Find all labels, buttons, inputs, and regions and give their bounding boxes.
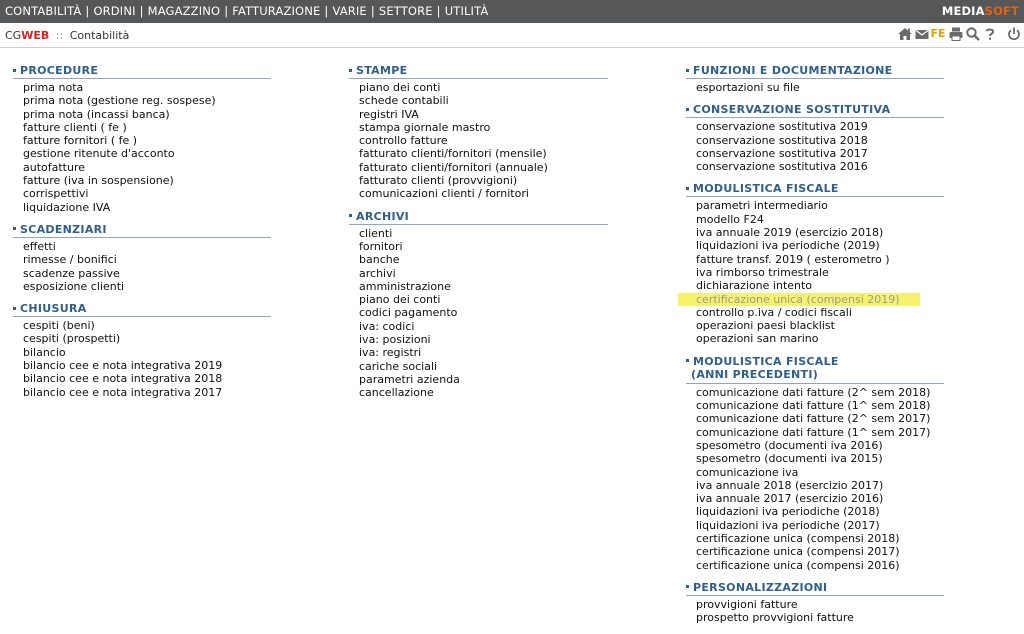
menu-contabilita[interactable]: CONTABILITÀ xyxy=(5,4,82,18)
section-archivi xyxy=(349,210,608,400)
menu-settore[interactable]: SETTORE xyxy=(378,4,433,18)
menu-link[interactable]: comunicazione dati fatture (2^ sem 2017) xyxy=(696,412,931,426)
app-name-part1: CG xyxy=(5,29,22,42)
menu-link[interactable]: liquidazioni iva periodiche (2019) xyxy=(696,239,880,253)
section-conservazione-sostitutiva xyxy=(686,103,944,173)
menu-link[interactable]: comunicazione dati fatture (2^ sem 2018) xyxy=(696,385,931,399)
section-scadenziari xyxy=(13,223,271,293)
bullet-square-icon xyxy=(686,359,689,362)
brand-part2: SOFT xyxy=(984,4,1019,18)
menu-link[interactable]: liquidazioni iva periodiche (2018) xyxy=(696,505,880,519)
menu-link[interactable]: effetti xyxy=(23,239,56,253)
section-chiusura xyxy=(13,302,271,399)
bullet-square-icon xyxy=(13,307,16,310)
section-links xyxy=(13,240,271,293)
bullet-square-icon xyxy=(686,187,689,190)
menu-link[interactable]: fatturato clienti (provvigioni) xyxy=(359,174,518,188)
menu-link[interactable]: fatturato clienti/fornitori (annuale) xyxy=(359,160,548,174)
menu-link[interactable]: schede contabili xyxy=(359,94,449,108)
menu-link[interactable]: conservazione sostitutiva 2017 xyxy=(696,146,868,160)
bullet-square-icon xyxy=(13,69,16,72)
section-title: MODULISTICA FISCALE (ANNI PRECEDENTI) xyxy=(686,355,861,382)
section-title: SCADENZIARI xyxy=(13,223,271,238)
menu-link[interactable]: comunicazione dati fatture (1^ sem 2018) xyxy=(696,399,931,413)
menu-separator: | xyxy=(224,4,229,18)
bullet-square-icon xyxy=(13,227,16,230)
menu-link[interactable]: rimesse / bonifici xyxy=(23,253,117,267)
menu-link[interactable]: iva rimborso trimestrale xyxy=(696,265,829,279)
menu-link[interactable]: prima nota (gestione reg. sospese) xyxy=(23,94,216,108)
menu-link[interactable]: spesometro (documenti iva 2016) xyxy=(696,438,883,452)
menu-link[interactable]: conservazione sostitutiva 2016 xyxy=(696,160,868,174)
menu-varie[interactable]: VARIE xyxy=(332,4,367,18)
menu-link[interactable]: cancellazione xyxy=(359,386,434,400)
menu-link[interactable]: controllo p.iva / codici fiscali xyxy=(696,305,852,319)
section-title-underline xyxy=(686,383,944,384)
section-title: MODULISTICA FISCALE xyxy=(686,182,944,197)
menu-link[interactable]: gestione ritenute d'acconto xyxy=(23,147,175,161)
mail-icon[interactable] xyxy=(914,26,930,42)
menu-link[interactable]: iva annuale 2019 (esercizio 2018) xyxy=(696,226,884,240)
menu-separator: | xyxy=(139,4,144,18)
menu-link[interactable]: prospetto provvigioni fatture xyxy=(696,611,854,625)
section-title: PROCEDURE xyxy=(13,64,271,79)
menu-separator: | xyxy=(324,4,329,18)
menu-link[interactable]: archivi xyxy=(359,266,396,280)
section-title: PERSONALIZZAZIONI xyxy=(686,581,944,596)
section-links xyxy=(13,319,271,399)
section-links xyxy=(349,227,608,400)
menu-link[interactable]: bilancio cee e nota integrativa 2019 xyxy=(23,359,223,373)
bullet-square-icon xyxy=(686,585,689,588)
sub-header xyxy=(0,23,1024,48)
menu-link[interactable]: bilancio cee e nota integrativa 2017 xyxy=(23,385,223,399)
menu-ordini[interactable]: ORDINI xyxy=(93,4,136,18)
menu-link[interactable]: comunicazioni clienti / fornitori xyxy=(359,187,529,201)
bullet-square-icon xyxy=(686,69,689,72)
menu-link[interactable]: iva annuale 2018 (esercizio 2017) xyxy=(696,478,884,492)
menu-link[interactable]: liquidazione IVA xyxy=(23,200,111,214)
menu-link[interactable]: bilancio xyxy=(23,345,66,359)
menu-link[interactable]: iva annuale 2017 (esercizio 2016) xyxy=(696,492,884,506)
section-links xyxy=(686,120,944,173)
section-links xyxy=(13,81,271,214)
section-title: STAMPE xyxy=(349,64,608,79)
brand-part1: MEDIA xyxy=(941,4,985,18)
menu-link[interactable]: codici pagamento xyxy=(359,306,458,320)
section-title: ARCHIVI xyxy=(349,210,608,225)
home-icon[interactable] xyxy=(897,26,913,42)
section-procedure xyxy=(13,64,271,214)
menu-link[interactable]: stampa giornale mastro xyxy=(359,120,491,134)
menu-link[interactable]: prima nota xyxy=(23,81,84,94)
section-links xyxy=(686,386,944,572)
section-modulistica-fiscale-anni-precedenti xyxy=(686,355,944,572)
menu-link[interactable]: provvigioni fatture xyxy=(696,597,798,611)
menu-link[interactable]: fatturato clienti/fornitori (mensile) xyxy=(359,147,547,161)
section-modulistica-fiscale xyxy=(686,182,944,345)
menu-link[interactable]: comunicazione iva xyxy=(696,465,799,479)
menu-link[interactable]: piano dei conti xyxy=(359,293,441,307)
breadcrumb-separator: :: xyxy=(55,29,64,42)
menu-link[interactable]: corrispettivi xyxy=(23,187,89,201)
section-funzioni-documentazione xyxy=(686,64,944,94)
main-menu xyxy=(5,0,488,23)
menu-link[interactable]: scadenze passive xyxy=(23,266,120,280)
section-stampe xyxy=(349,64,608,201)
menu-magazzino[interactable]: MAGAZZINO xyxy=(147,4,221,18)
menu-link[interactable]: conservazione sostitutiva 2019 xyxy=(696,120,868,134)
section-links xyxy=(349,81,608,201)
menu-link[interactable]: esportazioni su file xyxy=(696,81,800,94)
menu-utilita[interactable]: UTILITÀ xyxy=(444,4,489,18)
section-links xyxy=(686,199,944,345)
section-personalizzazioni xyxy=(686,581,944,625)
menu-link[interactable]: spesometro (documenti iva 2015) xyxy=(696,452,883,466)
section-links xyxy=(686,81,944,94)
breadcrumb xyxy=(5,29,129,42)
menu-link[interactable]: certificazione unica (compensi 2018) xyxy=(696,532,900,546)
menu-link[interactable]: operazioni paesi blacklist xyxy=(696,319,835,333)
menu-link[interactable]: fornitori xyxy=(359,239,403,253)
bullet-square-icon xyxy=(686,108,689,111)
section-title: CHIUSURA xyxy=(13,302,271,317)
fe-icon[interactable]: FE xyxy=(930,27,946,40)
menu-link[interactable]: iva: codici xyxy=(359,319,415,333)
help-icon[interactable] xyxy=(982,26,998,42)
menu-link[interactable]: registri IVA xyxy=(359,107,419,121)
menu-link[interactable]: parametri intermediario xyxy=(696,199,828,213)
menu-link[interactable]: fatture (iva in sospensione) xyxy=(23,174,174,188)
menu-column-2 xyxy=(349,64,608,409)
menu-link[interactable]: cespiti (prospetti) xyxy=(23,332,121,346)
menu-separator: | xyxy=(85,4,90,18)
menu-column-3 xyxy=(686,64,944,634)
menu-separator: | xyxy=(370,4,375,18)
menu-separator: | xyxy=(436,4,441,18)
bullet-square-icon xyxy=(349,214,352,217)
menu-link[interactable]: dichiarazione intento xyxy=(696,279,813,293)
menu-link[interactable]: comunicazione dati fatture (1^ sem 2017) xyxy=(696,425,931,439)
menu-link[interactable]: modello F24 xyxy=(696,212,764,226)
menu-link[interactable]: parametri azienda xyxy=(359,372,460,386)
search-icon[interactable] xyxy=(965,26,981,42)
menu-link[interactable]: iva: registri xyxy=(359,346,422,360)
breadcrumb-page: Contabilità xyxy=(69,29,130,42)
brand-logo xyxy=(942,0,1019,23)
menu-link[interactable]: fatture fornitori ( fe ) xyxy=(23,134,138,148)
menu-link[interactable]: esposizione clienti xyxy=(23,279,125,293)
menu-link[interactable]: cariche sociali xyxy=(359,359,438,373)
menu-link[interactable]: banche xyxy=(359,253,400,267)
menu-link[interactable]: certificazione unica (compensi 2017) xyxy=(696,545,900,559)
menu-link[interactable]: controllo fatture xyxy=(359,134,448,148)
section-title: FUNZIONI E DOCUMENTAZIONE xyxy=(686,64,944,79)
menu-link[interactable]: clienti xyxy=(359,226,393,240)
power-icon[interactable] xyxy=(1006,26,1022,42)
menu-link[interactable]: iva: posizioni xyxy=(359,333,431,347)
menu-link-highlighted[interactable]: certificazione unica (compensi 2019) xyxy=(678,293,920,306)
printer-icon[interactable] xyxy=(948,26,964,42)
menu-link[interactable]: piano dei conti xyxy=(359,81,441,94)
section-title: CONSERVAZIONE SOSTITUTIVA xyxy=(686,103,944,118)
menu-column-1 xyxy=(13,64,271,408)
app-name-part2: WEB xyxy=(21,29,50,42)
menu-link[interactable]: cespiti (beni) xyxy=(23,319,95,333)
menu-link[interactable]: operazioni san marino xyxy=(696,332,819,346)
menu-link[interactable]: fatture transf. 2019 ( esterometro ) xyxy=(696,252,890,266)
menu-link[interactable]: autofatture xyxy=(23,160,86,174)
menu-link[interactable]: prima nota (incassi banca) xyxy=(23,107,170,121)
menu-link[interactable]: liquidazioni iva periodiche (2017) xyxy=(696,518,880,532)
menu-link[interactable]: bilancio cee e nota integrativa 2018 xyxy=(23,372,223,386)
bullet-square-icon xyxy=(349,69,352,72)
section-links xyxy=(686,598,944,625)
menu-link[interactable]: fatture clienti ( fe ) xyxy=(23,120,127,134)
top-navigation-bar xyxy=(0,0,1024,23)
menu-link[interactable]: certificazione unica (compensi 2016) xyxy=(696,558,900,572)
menu-link[interactable]: conservazione sostitutiva 2018 xyxy=(696,133,868,147)
menu-fatturazione[interactable]: FATTURAZIONE xyxy=(232,4,321,18)
menu-link[interactable]: amministrazione xyxy=(359,279,451,293)
